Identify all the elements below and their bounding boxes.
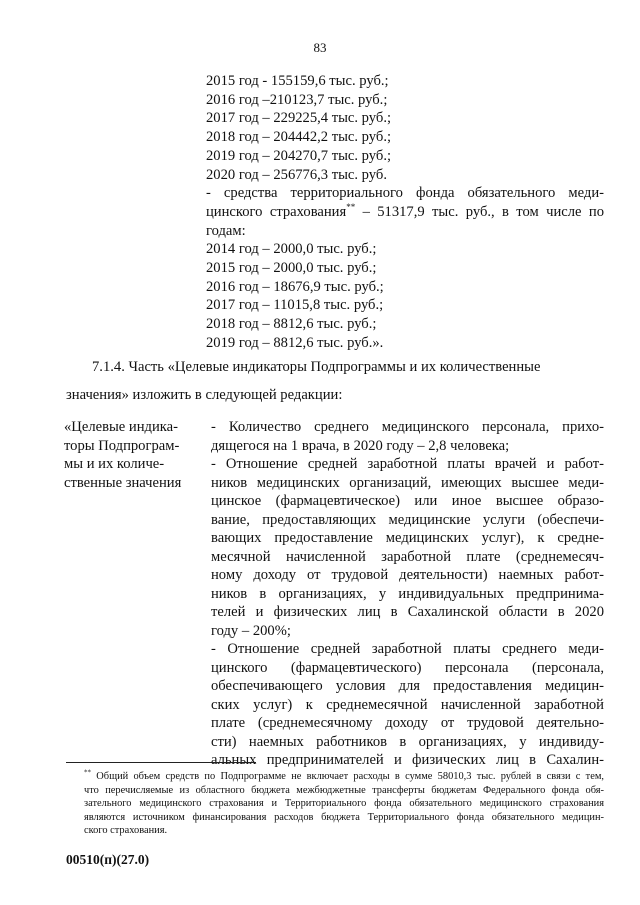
- footnote: [84, 770, 604, 838]
- indicator-line: ских услуг) к среднемесячной начисленной заработной: [211, 696, 604, 713]
- page-number: 83: [313, 40, 327, 55]
- label-line: ственные значения: [64, 474, 182, 491]
- funding-year-line: 2017 год – 229225,4 тыс. руб.;: [206, 110, 392, 127]
- indicator-line: - Отношение средней заработной платы врачей и работ-: [211, 456, 604, 472]
- indicator-line: дящегося на 1 врача, в 2020 году – 2,8 человека;: [211, 437, 510, 454]
- document-code: 00510(п)(27.0): [66, 852, 150, 867]
- funding-year-line: 2018 год – 204442,2 тыс. руб.;: [206, 129, 392, 146]
- label-line: мы и их количе-: [64, 456, 165, 472]
- section-heading-line-2: значения» изложить в следующей редакции:: [66, 387, 343, 403]
- tfoms-year-line: 2016 год – 18676,9 тыс. руб.;: [206, 278, 384, 295]
- indicator-line: обеспечивающего условия для предоставления медицин-: [211, 678, 604, 694]
- tfoms-text: цинского страхования: [206, 203, 347, 220]
- tfoms-text-line: - средства территориального фонда обязательного меди-: [206, 185, 604, 202]
- indicator-line: телей и физических лиц в Сахалинской области в 2020: [211, 604, 604, 620]
- label-line: «Целевые индика-: [64, 419, 178, 435]
- indicator-line: плате (среднемесячному доходу от трудовой деятельно-: [211, 715, 604, 731]
- indicator-line: альных предпринимателей и физических лиц в Сахалин-: [211, 752, 604, 768]
- tfoms-text: – 51317,9 тыс. руб., в том числе по: [355, 203, 604, 220]
- funding-year-line: 2015 год - 155159,6 тыс. руб.;: [206, 73, 389, 89]
- indicator-content: [211, 418, 604, 770]
- tfoms-year-line: 2015 год – 2000,0 тыс. руб.;: [206, 260, 377, 277]
- indicator-line: сти) наемных работников в организациях, у индивиду-: [211, 733, 604, 750]
- indicator-line: ников в организациях, у индивидуальных предпринима-: [211, 585, 604, 602]
- tfoms-text-line: годам:: [206, 222, 246, 239]
- funding-year-line: 2019 год – 204270,7 тыс. руб.;: [206, 147, 392, 164]
- footnote-text: Общий объем средств по Подпрограмме не включает расходы в сумме 58010,3 тыс. рублей в связи с тем,: [91, 771, 604, 782]
- label-line: торы Подпрограм-: [64, 437, 180, 454]
- funding-year-line: 2016 год –210123,7 тыс. руб.;: [206, 91, 388, 108]
- indicator-line: цинское (фармацевтическое) или иное высшее образо-: [211, 493, 604, 509]
- footnote-line: [84, 770, 604, 784]
- indicator-line: цинского (фармацевтического) персонала (персонала,: [211, 659, 604, 676]
- indicator-line: ников медицинских организаций, имеющих высшее меди-: [211, 474, 604, 491]
- tfoms-year-line: 2019 год – 8812,6 тыс. руб.».: [206, 334, 384, 351]
- tfoms-text-line: [206, 203, 604, 222]
- footnote-line: зательного медицинского страхования и Территориального фонда обязательного медицинского страхования: [84, 798, 604, 810]
- footnote-marker: **: [346, 202, 356, 213]
- footnote-line: что перечисляемые из областного бюджета межбюджетные трансферты бюджетам Федерального фонда обя-: [84, 784, 604, 796]
- indicator-line: вающих предоставление медицинских услуг), к средне-: [211, 530, 604, 546]
- indicator-line: году – 200%;: [211, 622, 291, 639]
- tfoms-year-line: 2017 год – 11015,8 тыс. руб.;: [206, 297, 384, 314]
- indicator-line: - Отношение средней заработной платы среднего меди-: [211, 641, 604, 657]
- indicator-line: вание, предоставляющих медицинские услуги (обеспечи-: [211, 511, 604, 528]
- tfoms-year-line: 2014 год – 2000,0 тыс. руб.;: [206, 241, 377, 258]
- indicator-line: месячной начисленной заработной плате (среднемесяч-: [211, 548, 604, 565]
- footnote-line: ского страхования.: [84, 825, 168, 837]
- tfoms-year-line: 2018 год – 8812,6 тыс. руб.;: [206, 316, 377, 333]
- footnote-marker: **: [84, 768, 91, 777]
- section-heading-line-1: 7.1.4. Часть «Целевые индикаторы Подпрограммы и их количественные: [92, 359, 541, 375]
- indicator-line: - Количество среднего медицинского персонала, прихо-: [211, 419, 604, 435]
- funding-year-line: 2020 год – 256776,3 тыс. руб.: [206, 166, 387, 183]
- footnote-line: являются источником финансирования расходов бюджета Территориального фонда обязательного медицин-: [84, 811, 604, 823]
- funding-block: [206, 72, 604, 353]
- indicator-line: ному доходу от трудовой деятельности) наемных работ-: [211, 567, 604, 583]
- footnote-divider: [66, 762, 256, 763]
- indicator-label: [64, 418, 204, 492]
